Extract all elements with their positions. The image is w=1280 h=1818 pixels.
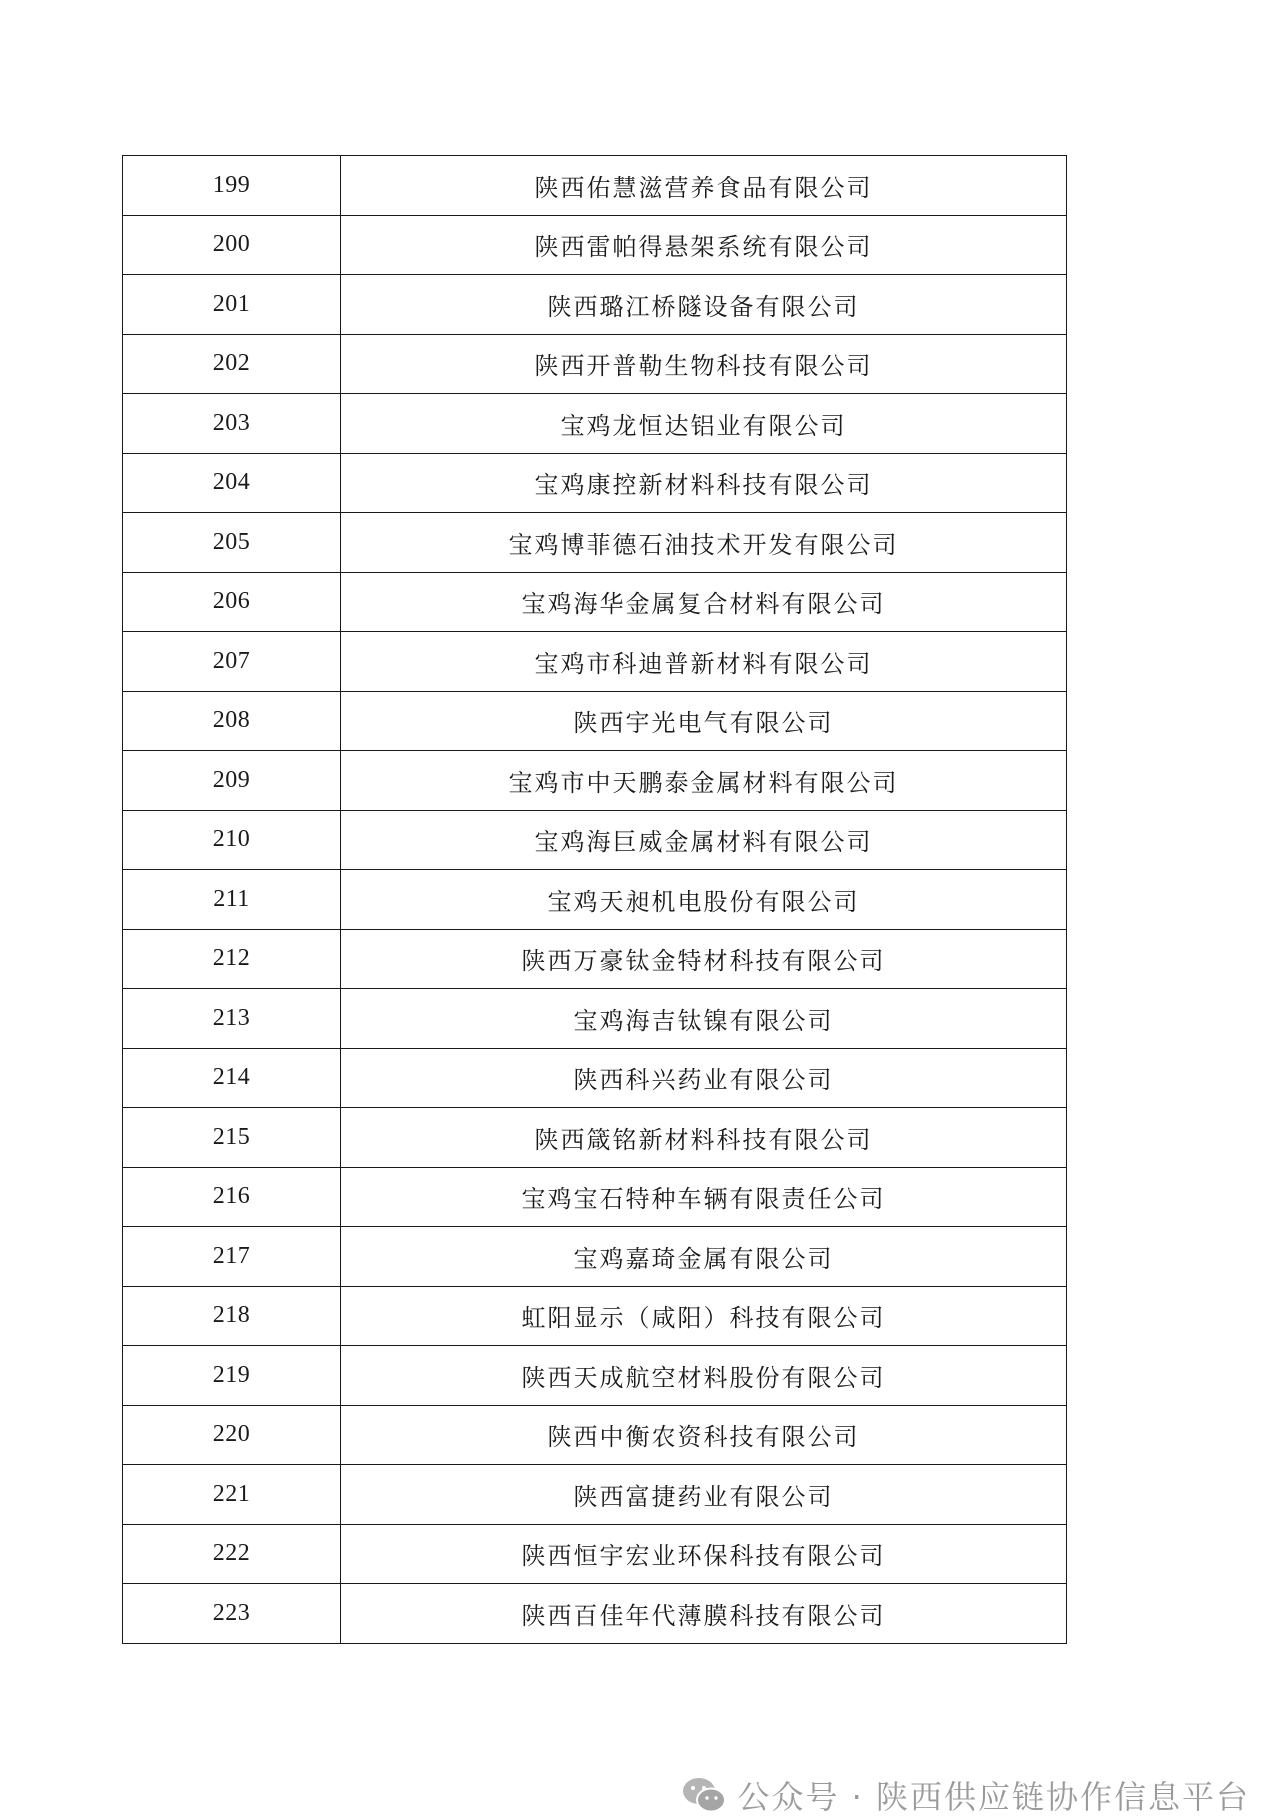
company-name-cell: 陕西科兴药业有限公司 bbox=[341, 1048, 1067, 1108]
table-row bbox=[123, 1227, 1067, 1287]
table-row bbox=[123, 1584, 1067, 1644]
table-row bbox=[123, 691, 1067, 751]
company-name-cell: 陕西开普勒生物科技有限公司 bbox=[341, 334, 1067, 394]
watermark-text: 公众号 · 陕西供应链协作信息平台 bbox=[737, 1778, 1250, 1816]
company-name-cell: 陕西璐江桥隧设备有限公司 bbox=[341, 275, 1067, 335]
row-number-cell: 217 bbox=[123, 1227, 341, 1287]
company-name-cell: 陕西天成航空材料股份有限公司 bbox=[341, 1346, 1067, 1406]
table-row bbox=[123, 334, 1067, 394]
company-name-cell: 宝鸡天昶机电股份有限公司 bbox=[341, 870, 1067, 930]
table-row bbox=[123, 1108, 1067, 1168]
row-number-cell: 216 bbox=[123, 1167, 341, 1227]
table-row bbox=[123, 929, 1067, 989]
wechat-watermark bbox=[681, 1772, 1250, 1818]
row-number-cell: 222 bbox=[123, 1524, 341, 1584]
company-name-cell: 虹阳显示（咸阳）科技有限公司 bbox=[341, 1286, 1067, 1346]
company-name-cell: 陕西百佳年代薄膜科技有限公司 bbox=[341, 1584, 1067, 1644]
table-row bbox=[123, 513, 1067, 573]
row-number-cell: 204 bbox=[123, 453, 341, 513]
company-name-cell: 宝鸡海华金属复合材料有限公司 bbox=[341, 572, 1067, 632]
row-number-cell: 199 bbox=[123, 156, 341, 216]
row-number-cell: 209 bbox=[123, 751, 341, 811]
row-number-cell: 214 bbox=[123, 1048, 341, 1108]
row-number-cell: 200 bbox=[123, 215, 341, 275]
table-row bbox=[123, 572, 1067, 632]
table-row bbox=[123, 989, 1067, 1049]
table-row bbox=[123, 1167, 1067, 1227]
table-row bbox=[123, 1346, 1067, 1406]
row-number-cell: 208 bbox=[123, 691, 341, 751]
company-list-table bbox=[122, 155, 1067, 1644]
table-row bbox=[123, 870, 1067, 930]
row-number-cell: 211 bbox=[123, 870, 341, 930]
table-row bbox=[123, 1405, 1067, 1465]
company-name-cell: 陕西万豪钛金特材科技有限公司 bbox=[341, 929, 1067, 989]
row-number-cell: 213 bbox=[123, 989, 341, 1049]
company-name-cell: 陕西雷帕得悬架系统有限公司 bbox=[341, 215, 1067, 275]
row-number-cell: 212 bbox=[123, 929, 341, 989]
company-name-cell: 陕西箴铭新材料科技有限公司 bbox=[341, 1108, 1067, 1168]
table-row bbox=[123, 810, 1067, 870]
row-number-cell: 215 bbox=[123, 1108, 341, 1168]
row-number-cell: 210 bbox=[123, 810, 341, 870]
company-name-cell: 陕西宇光电气有限公司 bbox=[341, 691, 1067, 751]
table-row bbox=[123, 1465, 1067, 1525]
row-number-cell: 219 bbox=[123, 1346, 341, 1406]
row-number-cell: 207 bbox=[123, 632, 341, 692]
table-row bbox=[123, 275, 1067, 335]
row-number-cell: 206 bbox=[123, 572, 341, 632]
table-body bbox=[123, 156, 1067, 1644]
table-row bbox=[123, 453, 1067, 513]
table-row bbox=[123, 1048, 1067, 1108]
company-name-cell: 宝鸡海吉钛镍有限公司 bbox=[341, 989, 1067, 1049]
company-name-cell: 宝鸡市科迪普新材料有限公司 bbox=[341, 632, 1067, 692]
table-row bbox=[123, 1286, 1067, 1346]
table-row bbox=[123, 751, 1067, 811]
company-name-cell: 陕西富捷药业有限公司 bbox=[341, 1465, 1067, 1525]
company-name-cell: 宝鸡龙恒达铝业有限公司 bbox=[341, 394, 1067, 454]
table-row bbox=[123, 632, 1067, 692]
row-number-cell: 218 bbox=[123, 1286, 341, 1346]
company-name-cell: 宝鸡博菲德石油技术开发有限公司 bbox=[341, 513, 1067, 573]
table-row bbox=[123, 215, 1067, 275]
table-row bbox=[123, 1524, 1067, 1584]
row-number-cell: 223 bbox=[123, 1584, 341, 1644]
company-name-cell: 宝鸡海巨威金属材料有限公司 bbox=[341, 810, 1067, 870]
row-number-cell: 220 bbox=[123, 1405, 341, 1465]
wechat-icon bbox=[681, 1776, 727, 1814]
table-row bbox=[123, 394, 1067, 454]
row-number-cell: 201 bbox=[123, 275, 341, 335]
company-name-cell: 陕西恒宇宏业环保科技有限公司 bbox=[341, 1524, 1067, 1584]
row-number-cell: 203 bbox=[123, 394, 341, 454]
company-name-cell: 陕西佑慧滋营养食品有限公司 bbox=[341, 156, 1067, 216]
row-number-cell: 205 bbox=[123, 513, 341, 573]
company-name-cell: 宝鸡嘉琦金属有限公司 bbox=[341, 1227, 1067, 1287]
company-name-cell: 宝鸡康控新材料科技有限公司 bbox=[341, 453, 1067, 513]
row-number-cell: 221 bbox=[123, 1465, 341, 1525]
company-name-cell: 陕西中衡农资科技有限公司 bbox=[341, 1405, 1067, 1465]
row-number-cell: 202 bbox=[123, 334, 341, 394]
table-row bbox=[123, 156, 1067, 216]
company-name-cell: 宝鸡宝石特种车辆有限责任公司 bbox=[341, 1167, 1067, 1227]
company-name-cell: 宝鸡市中天鹏泰金属材料有限公司 bbox=[341, 751, 1067, 811]
